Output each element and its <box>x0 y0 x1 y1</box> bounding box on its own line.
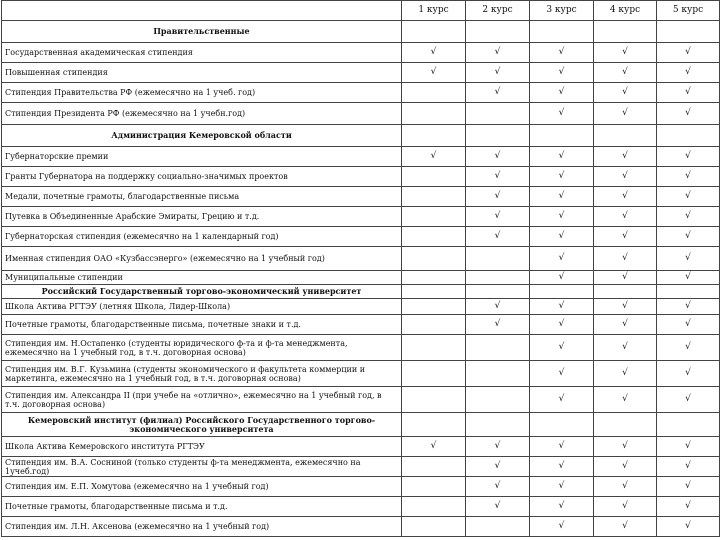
check-cell <box>530 437 594 457</box>
table-row <box>2 271 720 285</box>
row-label: Губернаторская стипендия (ежемесячно на 1 календарный год) <box>2 227 402 247</box>
table-row <box>2 437 720 457</box>
check-cell <box>657 517 720 537</box>
check-cell <box>530 517 594 537</box>
check-cell <box>466 271 530 285</box>
check-cell <box>466 361 530 387</box>
row-label: Стипендия Президента РФ (ежемесячно на 1 учебн.год) <box>2 103 402 125</box>
check-cell <box>657 83 720 103</box>
row-label: Путевка в Объединенные Арабские Эмираты, Грецию и т.д. <box>2 207 402 227</box>
check-cell <box>466 335 530 361</box>
checkmark-icon: √ <box>558 67 565 77</box>
check-cell <box>657 227 720 247</box>
checkmark-icon: √ <box>685 191 691 201</box>
checkmark-icon: √ <box>685 461 691 471</box>
check-cell <box>402 285 466 299</box>
checkmark-icon: √ <box>558 171 565 181</box>
section-row <box>2 285 720 299</box>
check-cell <box>466 497 530 517</box>
check-cell <box>466 125 530 147</box>
check-cell <box>466 21 530 43</box>
check-cell <box>466 103 530 125</box>
check-cell <box>594 497 657 517</box>
table-row <box>2 247 720 271</box>
check-cell <box>530 361 594 387</box>
check-cell <box>657 21 720 43</box>
check-cell <box>466 43 530 63</box>
checkmark-icon: √ <box>558 108 565 118</box>
checkmark-icon: √ <box>558 461 565 471</box>
check-cell <box>594 147 657 167</box>
check-cell <box>594 247 657 271</box>
check-cell <box>402 477 466 497</box>
table-row <box>2 361 720 387</box>
checkmark-icon: √ <box>494 301 501 311</box>
checkmark-icon: √ <box>685 108 691 118</box>
checkmark-icon: √ <box>622 211 628 221</box>
check-cell <box>657 437 720 457</box>
table-row <box>2 83 720 103</box>
checkmark-icon: √ <box>558 441 565 451</box>
checkmark-icon: √ <box>622 171 628 181</box>
check-cell <box>594 335 657 361</box>
check-cell <box>530 315 594 335</box>
check-cell <box>530 83 594 103</box>
check-cell <box>402 207 466 227</box>
checkmark-icon: √ <box>622 342 628 352</box>
check-cell <box>594 457 657 477</box>
checkmark-icon: √ <box>430 67 437 77</box>
row-label: Стипендия им. В.Г. Кузьмина (студенты экономического и факультета коммерции и маркетинга, ежемесячно на 1 учебный год, в т.ч. договорная основа) <box>2 361 402 387</box>
checkmark-icon: √ <box>558 253 565 263</box>
table-row <box>2 387 720 413</box>
checkmark-icon: √ <box>622 441 628 451</box>
checkmark-icon: √ <box>430 441 437 451</box>
checkmark-icon: √ <box>558 368 565 378</box>
checkmark-icon: √ <box>494 481 501 491</box>
checkmark-icon: √ <box>494 441 501 451</box>
checkmark-icon: √ <box>622 151 628 161</box>
checkmark-icon: √ <box>622 253 628 263</box>
header-year-1: 1 курс <box>402 1 466 21</box>
checkmark-icon: √ <box>622 394 628 404</box>
check-cell <box>466 315 530 335</box>
check-cell <box>657 413 720 437</box>
check-cell <box>466 387 530 413</box>
check-cell <box>657 315 720 335</box>
check-cell <box>657 361 720 387</box>
checkmark-icon: √ <box>685 368 691 378</box>
check-cell <box>657 285 720 299</box>
check-cell <box>530 457 594 477</box>
checkmark-icon: √ <box>558 481 565 491</box>
check-cell <box>657 167 720 187</box>
table-row <box>2 227 720 247</box>
check-cell <box>530 63 594 83</box>
checkmark-icon: √ <box>685 151 691 161</box>
check-cell <box>402 187 466 207</box>
table-row <box>2 299 720 315</box>
check-cell <box>466 517 530 537</box>
check-cell <box>402 335 466 361</box>
table-row <box>2 167 720 187</box>
header-year-5: 5 курс <box>657 1 720 21</box>
check-cell <box>594 21 657 43</box>
checkmark-icon: √ <box>558 47 565 57</box>
check-cell <box>402 21 466 43</box>
checkmark-icon: √ <box>558 521 565 531</box>
table-row <box>2 477 720 497</box>
checkmark-icon: √ <box>494 47 501 57</box>
check-cell <box>594 271 657 285</box>
check-cell <box>402 387 466 413</box>
checkmark-icon: √ <box>622 319 628 329</box>
checkmark-icon: √ <box>685 47 691 57</box>
check-cell <box>466 147 530 167</box>
row-label: Муниципальные стипендии <box>2 271 402 285</box>
check-cell <box>530 387 594 413</box>
checkmark-icon: √ <box>494 501 501 511</box>
check-cell <box>402 299 466 315</box>
check-cell <box>594 63 657 83</box>
section-row <box>2 21 720 43</box>
check-cell <box>530 125 594 147</box>
check-cell <box>466 227 530 247</box>
checkmark-icon: √ <box>558 87 565 97</box>
checkmark-icon: √ <box>494 67 501 77</box>
section-row <box>2 413 720 437</box>
table-row <box>2 517 720 537</box>
check-cell <box>402 315 466 335</box>
row-label: Стипендия им. Н.Остапенко (студенты юридического ф-та и ф-та менеджмента, ежемесячно на 1 учебный год, в т.ч. договорная основа) <box>2 335 402 361</box>
checkmark-icon: √ <box>685 171 691 181</box>
check-cell <box>594 83 657 103</box>
check-cell <box>530 413 594 437</box>
check-cell <box>657 247 720 271</box>
checkmark-icon: √ <box>622 191 628 201</box>
check-cell <box>594 285 657 299</box>
table-row <box>2 207 720 227</box>
row-label: Стипендия им. Александра II (при учебе на «отлично», ежемесячно на 1 учебный год, в т.ч. договорная основа) <box>2 387 402 413</box>
checkmark-icon: √ <box>494 171 501 181</box>
check-cell <box>402 167 466 187</box>
check-cell <box>466 413 530 437</box>
row-label: Школа Актива РГТЭУ (летняя Школа, Лидер-Школа) <box>2 299 402 315</box>
check-cell <box>402 83 466 103</box>
check-cell <box>594 187 657 207</box>
check-cell <box>402 497 466 517</box>
check-cell <box>594 517 657 537</box>
check-cell <box>657 207 720 227</box>
checkmark-icon: √ <box>494 319 501 329</box>
table-row <box>2 187 720 207</box>
row-label: Именная стипендия ОАО «Кузбассэнерго» (ежемесячно на 1 учебный год) <box>2 247 402 271</box>
check-cell <box>594 387 657 413</box>
table-row <box>2 457 720 477</box>
check-cell <box>657 497 720 517</box>
check-cell <box>657 271 720 285</box>
row-label: Гранты Губернатора на поддержку социально-значимых проектов <box>2 167 402 187</box>
check-cell <box>402 147 466 167</box>
check-cell <box>466 167 530 187</box>
scholarship-table <box>1 0 720 537</box>
checkmark-icon: √ <box>685 441 691 451</box>
checkmark-icon: √ <box>622 481 628 491</box>
row-label: Почетные грамоты, благодарственные письма, почетные знаки и т.д. <box>2 315 402 335</box>
check-cell <box>657 125 720 147</box>
checkmark-icon: √ <box>622 301 628 311</box>
checkmark-icon: √ <box>685 253 691 263</box>
checkmark-icon: √ <box>622 231 628 241</box>
checkmark-icon: √ <box>494 151 501 161</box>
checkmark-icon: √ <box>685 319 691 329</box>
checkmark-icon: √ <box>685 87 691 97</box>
checkmark-icon: √ <box>685 481 691 491</box>
check-cell <box>402 361 466 387</box>
section-title: Администрация Кемеровской области <box>2 125 402 147</box>
check-cell <box>530 477 594 497</box>
check-cell <box>530 21 594 43</box>
checkmark-icon: √ <box>685 501 691 511</box>
check-cell <box>402 43 466 63</box>
checkmark-icon: √ <box>558 191 565 201</box>
header-row <box>2 1 720 21</box>
checkmark-icon: √ <box>622 87 628 97</box>
header-year-4: 4 курс <box>594 1 657 21</box>
table-row <box>2 315 720 335</box>
check-cell <box>657 477 720 497</box>
check-cell <box>466 187 530 207</box>
check-cell <box>530 285 594 299</box>
check-cell <box>530 247 594 271</box>
checkmark-icon: √ <box>430 47 437 57</box>
checkmark-icon: √ <box>685 521 691 531</box>
check-cell <box>530 497 594 517</box>
check-cell <box>657 335 720 361</box>
check-cell <box>466 477 530 497</box>
checkmark-icon: √ <box>685 211 691 221</box>
header-year-2: 2 курс <box>466 1 530 21</box>
checkmark-icon: √ <box>685 272 691 282</box>
check-cell <box>402 103 466 125</box>
checkmark-icon: √ <box>622 108 628 118</box>
check-cell <box>466 457 530 477</box>
checkmark-icon: √ <box>558 272 565 282</box>
check-cell <box>594 299 657 315</box>
checkmark-icon: √ <box>494 211 501 221</box>
check-cell <box>530 299 594 315</box>
checkmark-icon: √ <box>558 231 565 241</box>
check-cell <box>466 247 530 271</box>
row-label: Стипендия им. Е.П. Хомутова (ежемесячно на 1 учебный год) <box>2 477 402 497</box>
check-cell <box>657 147 720 167</box>
row-label: Государственная академическая стипендия <box>2 43 402 63</box>
checkmark-icon: √ <box>622 521 628 531</box>
table-row <box>2 63 720 83</box>
checkmark-icon: √ <box>558 394 565 404</box>
check-cell <box>466 63 530 83</box>
row-label: Стипендия Правительства РФ (ежемесячно на 1 учеб. год) <box>2 83 402 103</box>
check-cell <box>402 413 466 437</box>
check-cell <box>594 413 657 437</box>
row-label: Повышенная стипендия <box>2 63 402 83</box>
checkmark-icon: √ <box>685 231 691 241</box>
check-cell <box>466 437 530 457</box>
check-cell <box>594 361 657 387</box>
checkmark-icon: √ <box>494 191 501 201</box>
checkmark-icon: √ <box>558 319 565 329</box>
checkmark-icon: √ <box>622 461 628 471</box>
check-cell <box>657 43 720 63</box>
check-cell <box>530 43 594 63</box>
checkmark-icon: √ <box>685 301 691 311</box>
check-cell <box>402 271 466 285</box>
checkmark-icon: √ <box>558 301 565 311</box>
checkmark-icon: √ <box>622 67 628 77</box>
header-empty-cell <box>2 1 402 21</box>
check-cell <box>530 207 594 227</box>
checkmark-icon: √ <box>558 342 565 352</box>
check-cell <box>657 387 720 413</box>
table-row <box>2 147 720 167</box>
checkmark-icon: √ <box>622 272 628 282</box>
table-row <box>2 103 720 125</box>
check-cell <box>402 517 466 537</box>
section-title: Правительственные <box>2 21 402 43</box>
checkmark-icon: √ <box>494 231 501 241</box>
check-cell <box>657 103 720 125</box>
row-label: Почетные грамоты, благодарственные письма и т.д. <box>2 497 402 517</box>
row-label: Губернаторские премии <box>2 147 402 167</box>
check-cell <box>402 63 466 83</box>
check-cell <box>402 457 466 477</box>
check-cell <box>594 315 657 335</box>
checkmark-icon: √ <box>622 368 628 378</box>
check-cell <box>594 227 657 247</box>
check-cell <box>594 207 657 227</box>
check-cell <box>657 299 720 315</box>
table-row <box>2 43 720 63</box>
row-label: Школа Актива Кемеровского института РГТЭУ <box>2 437 402 457</box>
check-cell <box>594 103 657 125</box>
check-cell <box>466 83 530 103</box>
check-cell <box>594 477 657 497</box>
check-cell <box>466 207 530 227</box>
row-label: Стипендия им. Л.Н. Аксенова (ежемесячно на 1 учебный год) <box>2 517 402 537</box>
checkmark-icon: √ <box>622 47 628 57</box>
check-cell <box>530 187 594 207</box>
check-cell <box>402 437 466 457</box>
check-cell <box>530 167 594 187</box>
checkmark-icon: √ <box>558 501 565 511</box>
table-row <box>2 335 720 361</box>
check-cell <box>466 285 530 299</box>
check-cell <box>657 63 720 83</box>
checkmark-icon: √ <box>685 342 691 352</box>
check-cell <box>657 457 720 477</box>
check-cell <box>402 125 466 147</box>
table-row <box>2 497 720 517</box>
check-cell <box>466 299 530 315</box>
checkmark-icon: √ <box>622 501 628 511</box>
checkmark-icon: √ <box>685 67 691 77</box>
check-cell <box>402 227 466 247</box>
section-title: Кемеровский институт (филиал) Российского Государственного торгово-экономического университета <box>2 413 402 437</box>
check-cell <box>402 247 466 271</box>
check-cell <box>530 103 594 125</box>
check-cell <box>594 437 657 457</box>
check-cell <box>530 147 594 167</box>
checkmark-icon: √ <box>494 461 501 471</box>
check-cell <box>657 187 720 207</box>
row-label: Медали, почетные грамоты, благодарственные письма <box>2 187 402 207</box>
row-label: Стипендия им. В.А. Сосниной (только студенты ф-та менеджмента, ежемесячно на 1учеб.год) <box>2 457 402 477</box>
checkmark-icon: √ <box>494 87 501 97</box>
check-cell <box>530 227 594 247</box>
check-cell <box>594 125 657 147</box>
checkmark-icon: √ <box>558 211 565 221</box>
checkmark-icon: √ <box>558 151 565 161</box>
header-year-3: 3 курс <box>530 1 594 21</box>
section-title: Российский Государственный торгово-экономический университет <box>2 285 402 299</box>
check-cell <box>594 167 657 187</box>
checkmark-icon: √ <box>430 151 437 161</box>
check-cell <box>594 43 657 63</box>
section-row <box>2 125 720 147</box>
check-cell <box>530 271 594 285</box>
check-cell <box>530 335 594 361</box>
checkmark-icon: √ <box>685 394 691 404</box>
